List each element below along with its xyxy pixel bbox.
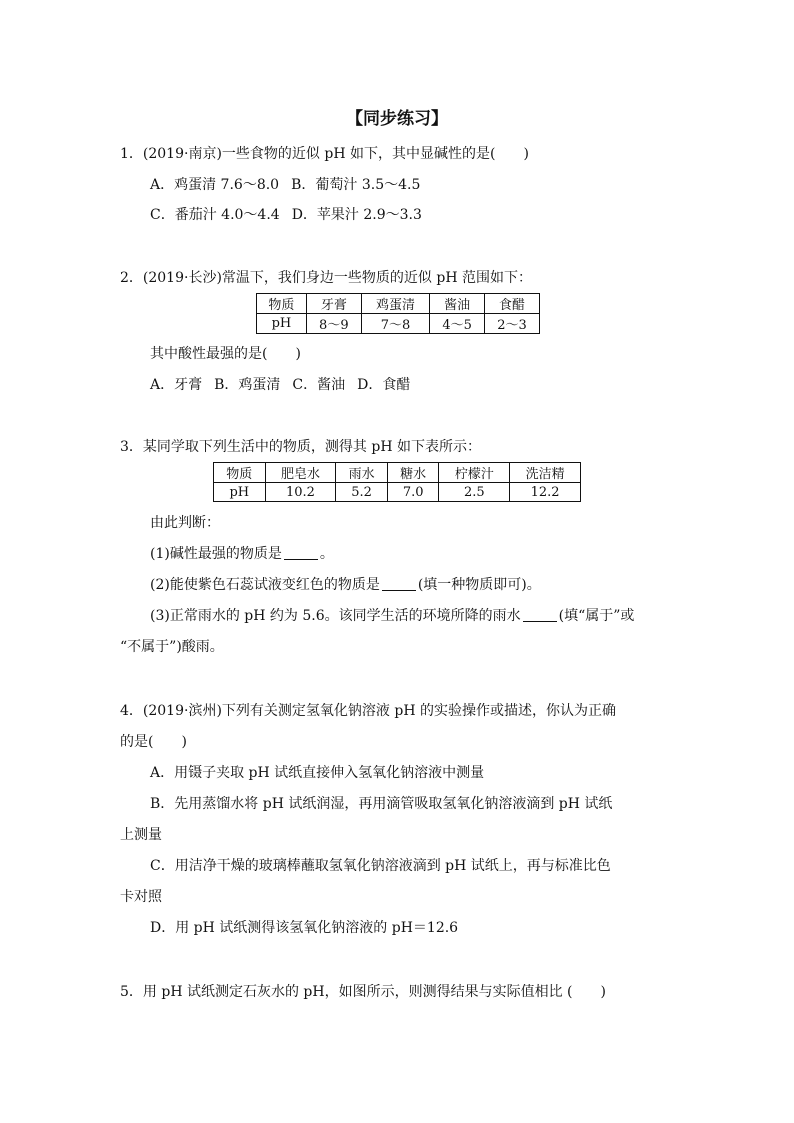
q4-stem-line1: 4．(2019·滨州)下列有关测定氢氧化钠溶液 pH 的实验操作或描述，你认为正确 (120, 703, 616, 719)
table-cell: 物质 (257, 294, 307, 314)
answer-blank[interactable] (382, 576, 416, 591)
q3-stem: 3．某同学取下列生活中的物质，测得其 pH 如下表所示： (120, 439, 481, 455)
q3-ph-table (213, 462, 581, 502)
q3-sub2-text: (2)能使紫色石蕊试液变红色的物质是 (150, 577, 380, 593)
table-row (214, 483, 581, 502)
table-cell: 10.2 (265, 483, 336, 502)
q1-options-row1 (150, 175, 420, 195)
q1-option-c: C．番茄汁 4.0～4.4 (150, 207, 280, 223)
table-cell: 糖水 (387, 463, 439, 483)
table-cell: 鸡蛋清 (361, 294, 429, 314)
table-cell: pH (214, 483, 266, 502)
table-cell: 7.0 (387, 483, 439, 502)
table-row (257, 294, 540, 314)
q4-option-a: A．用镊子夹取 pH 试纸直接伸入氢氧化钠溶液中测量 (150, 765, 485, 781)
q2-option-c: C．酱油 (292, 377, 346, 393)
q3-sub3-cont: “不属于”)酸雨。 (120, 639, 224, 655)
q1-stem: 1．(2019·南京)一些食物的近似 pH 如下，其中显碱性的是( ) (120, 146, 529, 162)
q3-sub1-end: 。 (319, 546, 334, 562)
q2-option-a: A．牙膏 (150, 377, 203, 393)
q2-options (150, 375, 410, 395)
q3-sub3 (150, 606, 634, 626)
table-cell: 2～3 (485, 314, 540, 334)
table-cell: 柠檬汁 (439, 463, 510, 483)
table-cell: 洗洁精 (510, 463, 581, 483)
q3-judge: 由此判断： (150, 515, 220, 531)
answer-blank[interactable] (523, 607, 557, 622)
q3-sub2 (150, 575, 541, 595)
table-cell: 雨水 (336, 463, 388, 483)
table-row (257, 314, 540, 334)
table-cell: 8～9 (306, 314, 361, 334)
q3-sub2-end: (填一种物质即可)。 (417, 577, 541, 593)
q3-sub3-text: (3)正常雨水的 pH 约为 5.6。该同学生活的环境所降的雨水 (150, 608, 521, 624)
q2-option-d: D．食醋 (357, 377, 411, 393)
answer-blank[interactable] (284, 545, 318, 560)
q2-stem: 2．(2019·长沙)常温下，我们身边一些物质的近似 pH 范围如下： (120, 270, 532, 286)
q2-ph-table (256, 293, 540, 334)
q3-sub1-text: (1)碱性最强的物质是 (150, 546, 282, 562)
q4-option-b-line1: B．先用蒸馏水将 pH 试纸润湿，再用滴管吸取氢氧化钠溶液滴到 pH 试纸 (150, 796, 613, 812)
q4-option-c-line1: C．用洁净干燥的玻璃棒蘸取氢氧化钠溶液滴到 pH 试纸上，再与标准比色 (150, 858, 611, 874)
table-cell: 4～5 (430, 314, 485, 334)
section-title: 【同步练习】 (346, 109, 448, 129)
table-cell: 牙膏 (306, 294, 361, 314)
table-cell: 食醋 (485, 294, 540, 314)
table-cell: 5.2 (336, 483, 388, 502)
table-cell: 肥皂水 (265, 463, 336, 483)
q4-stem-line2: 的是( ) (120, 734, 187, 750)
q4-option-d: D．用 pH 试纸测得该氢氧化钠溶液的 pH＝12.6 (150, 920, 459, 936)
q3-sub3-end: (填“属于”或 (558, 608, 635, 624)
table-cell: pH (257, 314, 307, 334)
q2-option-b: B．鸡蛋清 (214, 377, 281, 393)
table-cell: 12.2 (510, 483, 581, 502)
table-row (214, 463, 581, 483)
table-cell: 酱油 (430, 294, 485, 314)
q2-question: 其中酸性最强的是( ) (150, 346, 301, 362)
q4-option-c-line2: 卡对照 (120, 889, 162, 905)
q4-option-b-line2: 上测量 (120, 827, 162, 843)
q1-options-row2 (150, 205, 422, 225)
q5-stem: 5．用 pH 试纸测定石灰水的 pH，如图所示，则测得结果与实际值相比 ( ) (120, 984, 606, 1000)
table-cell: 7～8 (361, 314, 429, 334)
table-cell: 2.5 (439, 483, 510, 502)
q1-option-d: D．苹果汁 2.9～3.3 (291, 207, 422, 223)
table-cell: 物质 (214, 463, 266, 483)
q1-option-a: A．鸡蛋清 7.6～8.0 (150, 177, 280, 193)
q3-sub1 (150, 544, 334, 564)
q1-option-b: B．葡萄汁 3.5～4.5 (291, 177, 421, 193)
